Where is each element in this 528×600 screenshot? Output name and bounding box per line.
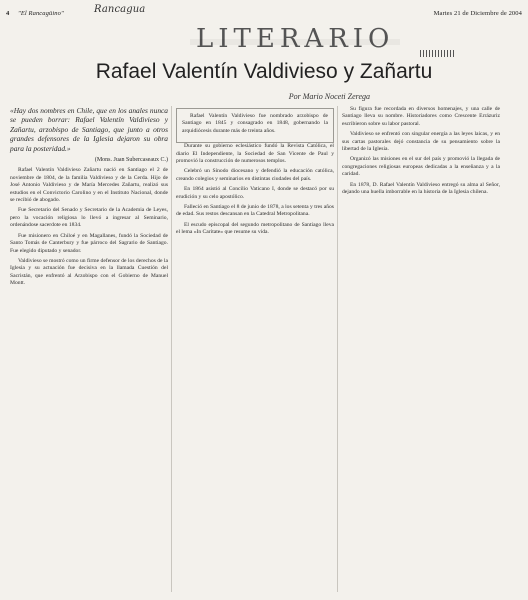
paragraph: En 1878, D. Rafael Valentín Valdivieso entregó su alma al Señor, dejando una huella imborrable en la historia de la Iglesia chilena.	[342, 181, 500, 196]
section-heading: LITERARIO	[196, 24, 395, 54]
paragraph: Celebró un Sínodo diocesano y defendió la educación católica, creando colegios y seminarios en distintas ciudades del país.	[176, 168, 334, 182]
paragraph: Rafael Valentín Valdivieso fue nombrado arzobispo de Santiago en 1845 y consagrado en 1848, gobernando la arquidiócesis durante más de treinta años.	[182, 113, 328, 134]
page-number: 4	[6, 10, 10, 17]
paragraph: El escudo episcopal del segundo metropolitano de Santiago lleva el lema «In Caritate» que resume su vida.	[176, 221, 334, 236]
paragraph: Organizó las misiones en el sur del país y promovió la llegada de congregaciones religiosas europeas dedicadas a la enseñanza y a la caridad.	[342, 156, 500, 178]
paragraph: Durante su gobierno eclesiástico fundó la Revista Católica, el diario El Independiente, la Sociedad de San Vicente de Paul y promovió la construcción de numerosos templos.	[176, 143, 334, 165]
column-divider	[171, 106, 172, 592]
lead-signature: (Mons. Juan Subercaseaux C.)	[94, 157, 168, 164]
section-ornament-icon	[420, 50, 456, 57]
paragraph: Fue Secretario del Senado y Secretario de la Academia de Leyes, pero la vocación religiosa lo llevó a ingresar al Seminario, ordenándose sacerdote en 1834.	[10, 207, 168, 229]
paragraph: Valdivieso se enfrentó con singular energía a las leyes laicas, y en sus cartas pastorales dejó constancia de su pensamiento sobre la libertad de la Iglesia.	[342, 131, 500, 153]
column-divider	[337, 106, 338, 592]
paragraph: Valdivieso se mostró como un firme defensor de los derechos de la Iglesia y su actuación fue decisiva en la llamada Cuestión del Sacristán, que enfrentó al Arzobispo con el Gobierno de Manuel Montt.	[10, 257, 168, 287]
article-column-3	[342, 106, 500, 199]
publication-date: Martes 21 de Diciembre de 2004	[433, 10, 522, 17]
paragraph: Fue misionero en Chiloé y en Magallanes, fundó la Sociedad de Santo Tomás de Canterbury y fue párroco del Sagrario de Santiago. Fue elegido diputado y senador.	[10, 232, 168, 254]
newspaper-name: "El Rancagüino"	[18, 10, 64, 17]
paragraph: Rafael Valentín Valdivieso Zañartu nació en Santiago el 2 de noviembre de 1804, de la familia Valdivieso y de la Cerda. Hijo de José Antonio Valdivieso y de María Mercedes Zañartu, realizó sus estudios en el Convictorio Carolino y en el Instituto Nacional, donde se recibió de abogado.	[10, 167, 168, 204]
article-author: Por Mario Noceti Zerega	[288, 92, 370, 101]
boxed-text	[176, 108, 334, 143]
paragraph: Falleció en Santiago el 8 de junio de 1878, a los setenta y tres años de edad. Sus restos descansan en la Catedral Metropolitana.	[176, 204, 334, 218]
archive-stamp: Rancagua	[94, 4, 146, 15]
page-header	[6, 6, 522, 20]
paragraph: Su figura fue recordada en diversos homenajes, y una calle de Santiago lleva su nombre. Historiadores como Crescente Errázuriz escribieron sobre su labor pastoral.	[342, 106, 500, 127]
article-column-1	[10, 106, 168, 291]
paragraph: En 1864 asistió al Concilio Vaticano I, donde se destacó por su erudición y su celo apostólico.	[176, 186, 334, 200]
article-column-2	[176, 106, 334, 240]
article-lead: «Hay dos nombres en Chile, que en los anales nunca se pueden borrar: Rafael Valentín Valdivieso y Zañartu, arzobispo de Santiago, que junto a otros grandes defensores de la Iglesia dejaron su obra para la posteridad.»	[10, 106, 168, 153]
article-title: Rafael Valentín Valdivieso y Zañartu	[95, 60, 433, 83]
